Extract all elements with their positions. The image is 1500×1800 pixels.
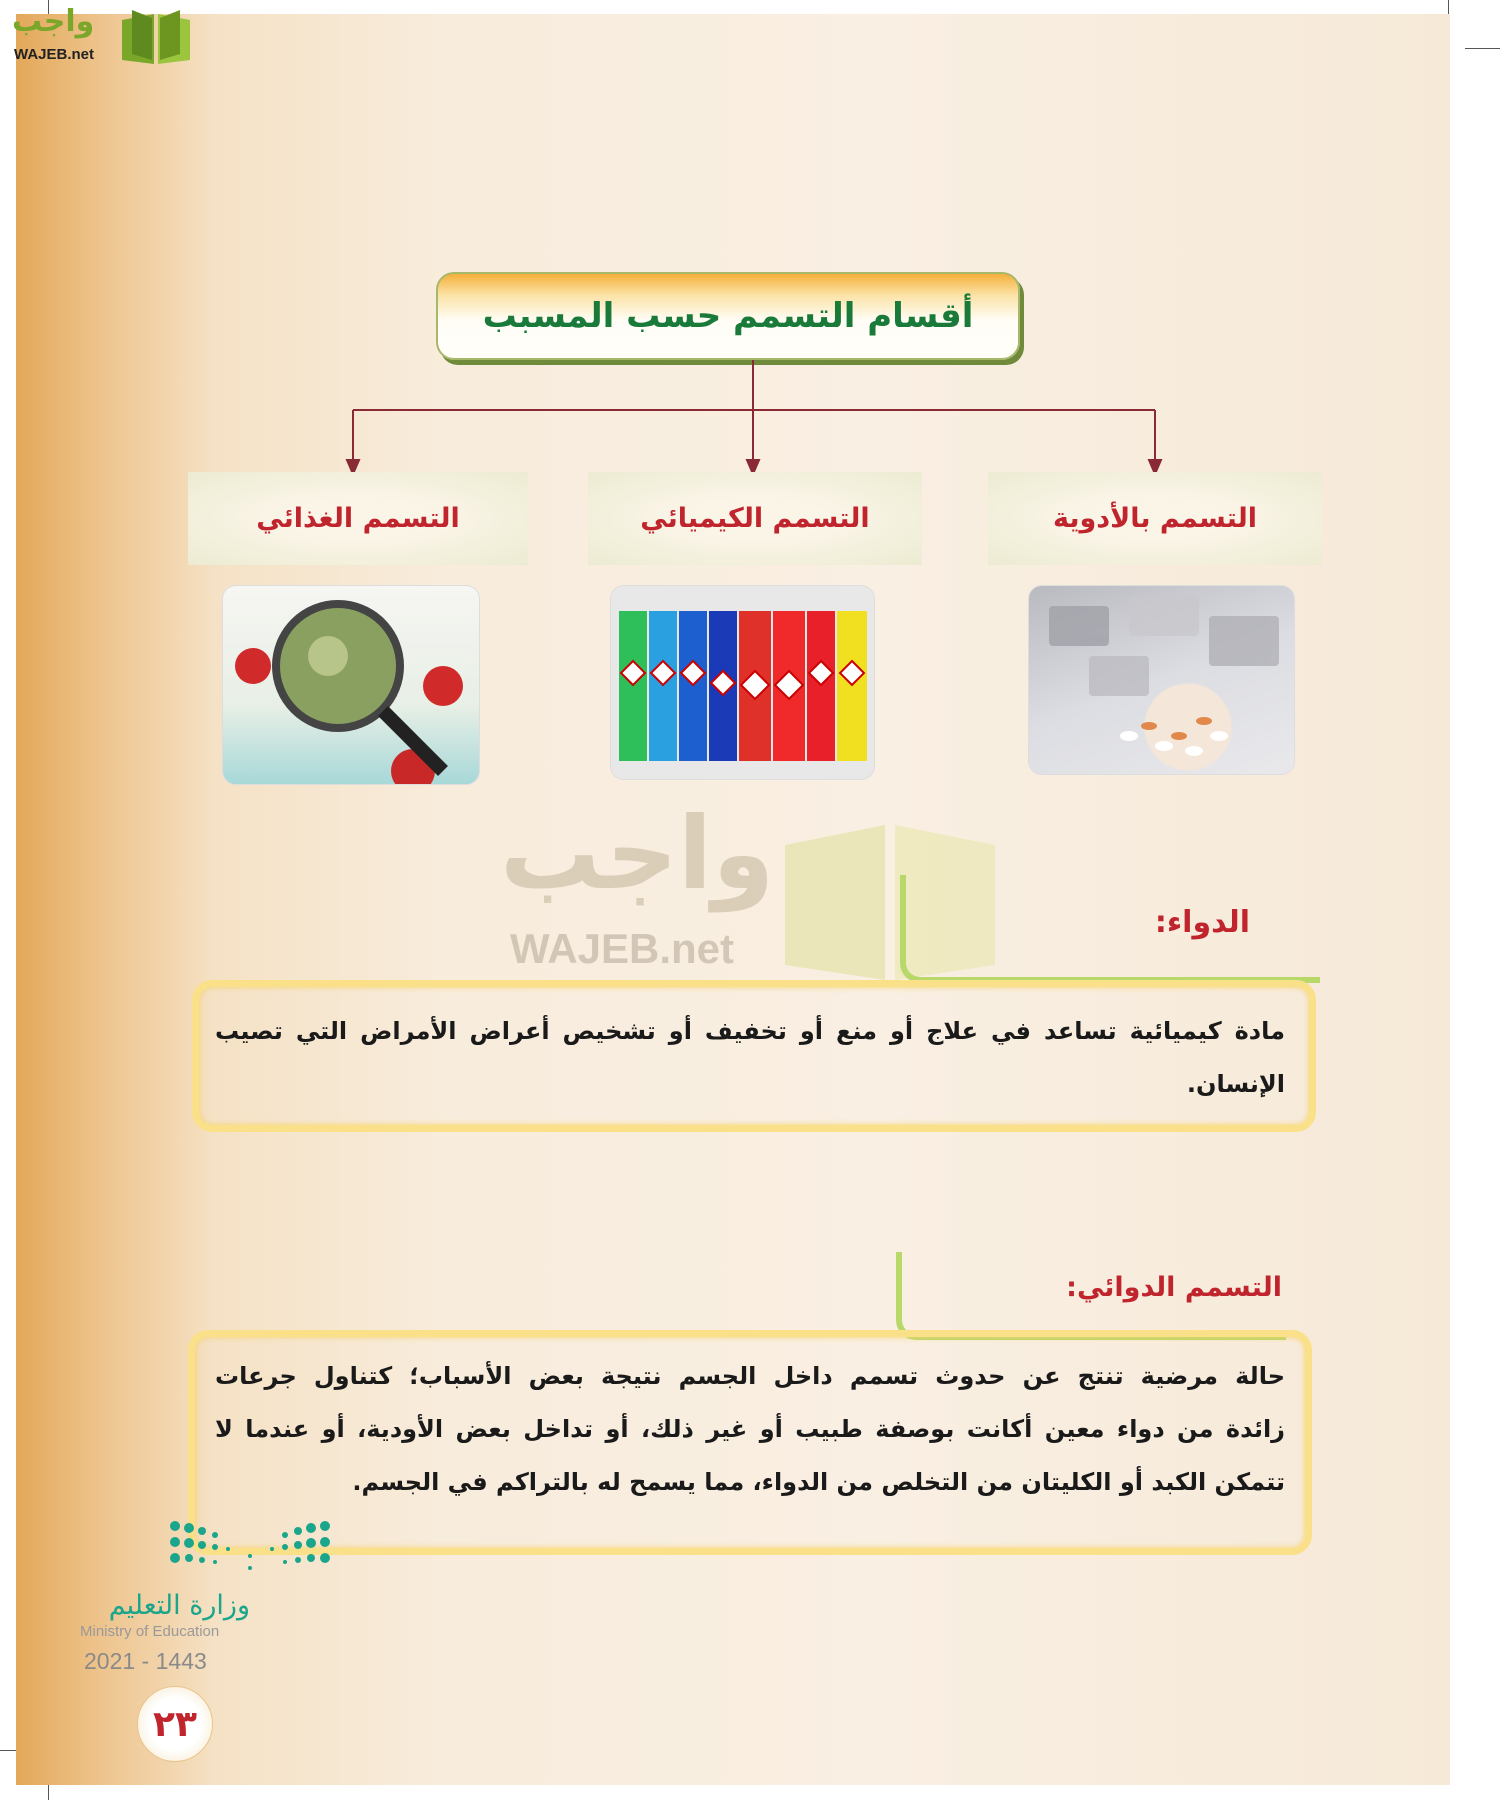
- edition-year: 2021 - 1443: [84, 1648, 207, 1674]
- diagram-title: أقسام التسمم حسب المسبب: [436, 272, 1020, 360]
- category-drug-poisoning: التسمم بالأدوية: [988, 472, 1322, 565]
- magnifier-icon: [223, 586, 480, 785]
- page-number: ٢٣: [137, 1686, 213, 1762]
- category-food-poisoning: التسمم الغذائي: [188, 472, 528, 565]
- definition-text-drug: مادة كيميائية تساعد في علاج أو منع أو تخفيف أو تشخيص أعراض الأمراض التي تصيب الإنسان.: [215, 1017, 1285, 1098]
- ministry-logo-dots: [165, 1518, 335, 1578]
- watermark: واجب WAJEB.net: [500, 815, 1000, 985]
- ministry-name-arabic: وزارة التعليم: [108, 1590, 250, 1621]
- chemical-tubes-photo: [610, 585, 875, 780]
- definition-heading-drug: الدواء:: [1154, 905, 1250, 940]
- chemical-tubes-icon: [611, 586, 875, 780]
- pills-photo: [1028, 585, 1295, 775]
- ministry-name-english: Ministry of Education: [80, 1623, 220, 1640]
- magnified-strawberry-photo: [222, 585, 480, 785]
- pills-icon: [1029, 586, 1295, 775]
- definition-heading-drug-poisoning: التسمم الدوائي:: [1066, 1272, 1282, 1303]
- ministry-of-education: [80, 1590, 250, 1640]
- definition-text-drug-poisoning: حالة مرضية تنتج عن حدوث تسمم داخل الجسم نتيجة بعض الأسباب؛ كتناول جرعات زائدة من دواء معين أكانت بوصفة طبيب أو غير ذلك، أو تداخل بعض الأودية، أو عندما لا تتمكن الكبد أو الكليتان من التخلص من الدواء، مما يسمح له بالتراكم في الجسم.: [215, 1362, 1285, 1496]
- logo-arabic: واجب: [12, 4, 95, 39]
- category-chemical-poisoning: التسمم الكيميائي: [588, 472, 922, 565]
- heading-accent-line: [900, 875, 1320, 983]
- logo-latin: WAJEB.net: [14, 46, 95, 63]
